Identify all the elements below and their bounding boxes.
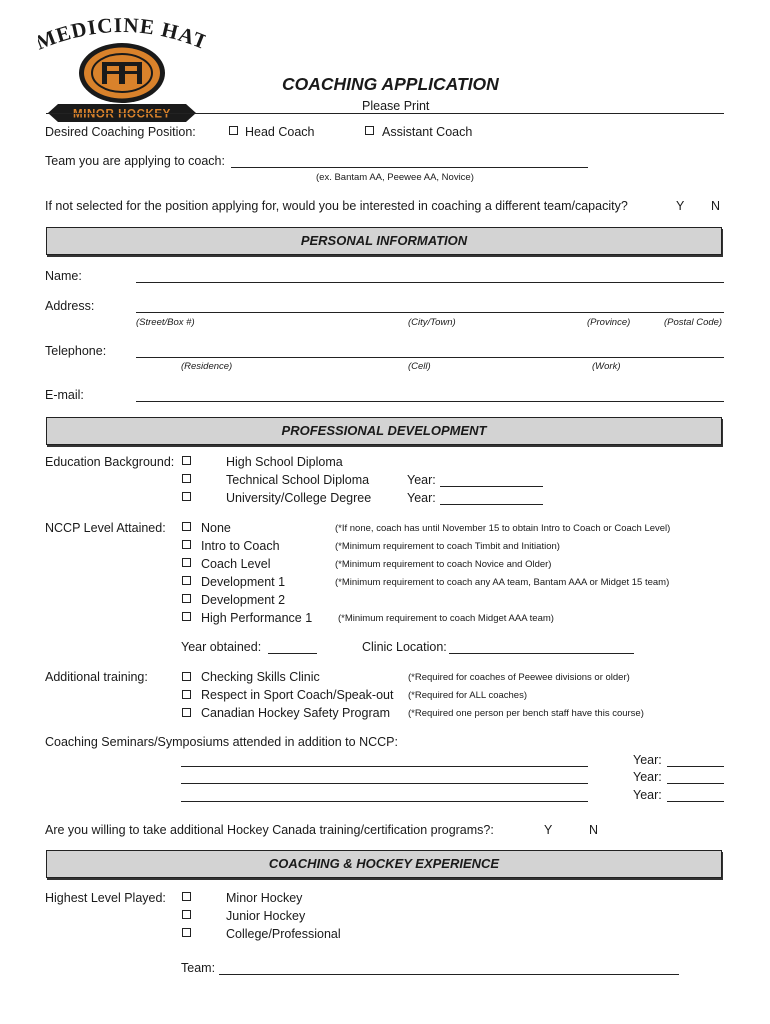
education-university-label: University/College Degree [226,491,372,505]
experience-heading: COACHING & HOCKEY EXPERIENCE [268,856,500,871]
nccp-development1-note: (*Minimum requirement to coach any AA team, Bantam AAA or Midget 15 team) [335,577,670,588]
additional-checking-checkbox[interactable] [182,672,191,681]
team-field[interactable] [231,167,588,168]
additional-label: Additional training: [45,670,148,684]
seminars-label: Coaching Seminars/Symposiums attended in addition to NCCP: [45,735,398,749]
nccp-coach-level-note: (*Minimum requirement to coach Novice and Older) [335,559,552,570]
nccp-development2-label: Development 2 [201,593,286,607]
level-junior-label: Junior Hockey [226,909,306,923]
alternate-yes[interactable]: Y [676,199,685,213]
assistant-coach-label: Assistant Coach [382,125,473,139]
telephone-hint-cell: (Cell) [408,361,431,372]
seminar-year-field-1[interactable] [667,766,724,767]
additional-respect-note: (*Required for ALL coaches) [408,690,527,701]
telephone-field[interactable] [136,357,724,358]
nccp-development1-label: Development 1 [201,575,286,589]
logo [38,18,206,126]
level-minor-checkbox[interactable] [182,892,191,901]
clinic-location-field[interactable] [449,653,634,654]
page-subtitle: Please Print [362,99,430,113]
assistant-coach-checkbox[interactable] [365,126,374,135]
page-title: COACHING APPLICATION [282,74,499,94]
seminar-year-field-2[interactable] [667,783,724,784]
head-coach-checkbox[interactable] [229,126,238,135]
alternate-question: If not selected for the position applying for, would you be interested in coaching a different team/capacity? [45,199,628,213]
education-technical-label: Technical School Diploma [226,473,370,487]
education-highschool-label: High School Diploma [226,455,343,469]
year-obtained-label: Year obtained: [181,640,262,654]
nccp-none-checkbox[interactable] [182,522,191,531]
additional-respect-label: Respect in Sport Coach/Speak-out [201,688,394,702]
telephone-hint-residence: (Residence) [181,361,233,372]
nccp-none-label: None [201,521,231,535]
education-technical-year-label: Year: [407,473,436,487]
clinic-location-label: Clinic Location: [362,640,447,654]
additional-respect-checkbox[interactable] [182,690,191,699]
address-label: Address: [45,299,95,313]
seminar-year-label-3: Year: [633,788,662,802]
team-hint: (ex. Bantam AA, Peewee AA, Novice) [316,172,474,183]
seminar-year-label-1: Year: [633,753,662,767]
telephone-hint-work: (Work) [592,361,621,372]
seminar-year-field-3[interactable] [667,801,724,802]
address-hint-postal: (Postal Code) [664,317,723,328]
experience-team-field[interactable] [219,974,679,975]
level-college-label: College/Professional [226,927,341,941]
year-obtained-field[interactable] [268,653,317,654]
level-junior-checkbox[interactable] [182,910,191,919]
level-college-checkbox[interactable] [182,928,191,937]
professional-heading: PROFESSIONAL DEVELOPMENT [281,423,487,438]
address-hint-city: (City/Town) [408,317,456,328]
address-field[interactable] [136,312,724,313]
logo-name-arc: EDICINE HA [53,18,197,50]
nccp-intro-checkbox[interactable] [182,540,191,549]
address-hint-province: (Province) [587,317,631,328]
nccp-coach-level-checkbox[interactable] [182,558,191,567]
willing-question: Are you willing to take additional Hockey Canada training/certification programs?: [45,823,494,837]
seminar-year-label-2: Year: [633,770,662,784]
additional-safety-checkbox[interactable] [182,708,191,717]
additional-safety-label: Canadian Hockey Safety Program [201,706,390,720]
education-university-year-label: Year: [407,491,436,505]
email-field[interactable] [136,401,724,402]
seminar-field-2[interactable] [181,783,588,784]
position-label: Desired Coaching Position: [45,125,196,139]
nccp-intro-note: (*Minimum requirement to coach Timbit and Initiation) [335,541,560,552]
education-label: Education Background: [45,455,175,469]
additional-checking-label: Checking Skills Clinic [201,670,320,684]
education-technical-checkbox[interactable] [182,474,191,483]
seminar-field-3[interactable] [181,801,588,802]
education-university-checkbox[interactable] [182,492,191,501]
nccp-high-performance-note: (*Minimum requirement to coach Midget AAA team) [338,613,554,624]
seminar-field-1[interactable] [181,766,588,767]
telephone-label: Telephone: [45,344,107,358]
nccp-label: NCCP Level Attained: [45,521,166,535]
experience-team-label: Team: [181,961,216,975]
email-label: E-mail: [45,388,84,402]
willing-no[interactable]: N [589,823,599,837]
nccp-intro-label: Intro to Coach [201,539,280,553]
name-field[interactable] [136,282,724,283]
logo-graphic [38,18,206,126]
nccp-development1-checkbox[interactable] [182,576,191,585]
education-highschool-checkbox[interactable] [182,456,191,465]
willing-yes[interactable]: Y [544,823,553,837]
level-minor-label: Minor Hockey [226,891,303,905]
personal-heading: PERSONAL INFORMATION [300,233,468,248]
address-hint-street: (Street/Box #) [136,317,195,328]
nccp-high-performance-label: High Performance 1 [201,611,313,625]
header-rule [46,113,724,114]
education-university-year-field[interactable] [440,504,543,505]
team-label: Team you are applying to coach: [45,154,225,168]
head-coach-label: Head Coach [245,125,315,139]
professional-section-header [46,417,722,445]
nccp-development2-checkbox[interactable] [182,594,191,603]
logo-banner-text: MINOR HOCKEY [73,108,171,121]
additional-safety-note: (*Required one person per bench staff have this course) [408,708,644,719]
alternate-no[interactable]: N [711,199,721,213]
highest-level-label: Highest Level Played: [45,891,166,905]
experience-section-header [46,850,722,878]
nccp-high-performance-checkbox[interactable] [182,612,191,621]
nccp-coach-level-label: Coach Level [201,557,271,571]
name-label: Name: [45,269,82,283]
personal-section-header [46,227,722,255]
nccp-none-note: (*If none, coach has until November 15 to obtain Intro to Coach or Coach Level) [335,523,671,534]
additional-checking-note: (*Required for coaches of Peewee divisions or older) [408,672,630,683]
education-technical-year-field[interactable] [440,486,543,487]
